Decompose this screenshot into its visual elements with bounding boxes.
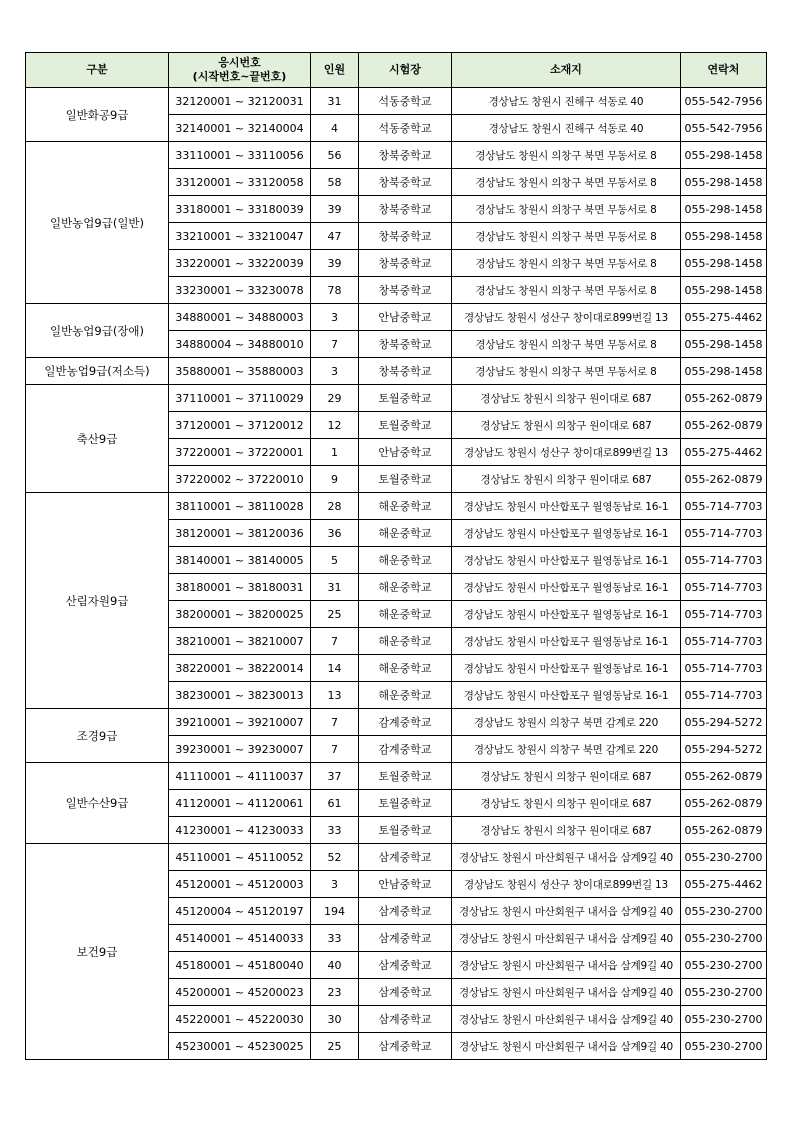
applicant-count-cell: 61 — [311, 790, 359, 817]
table-header — [26, 53, 767, 88]
address-cell: 경상남도 창원시 마산회원구 내서읍 삼계9길 40 — [452, 898, 681, 925]
phone-cell: 055-542-7956 — [681, 88, 767, 115]
phone-cell: 055-262-0879 — [681, 466, 767, 493]
venue-cell: 안남중학교 — [359, 871, 452, 898]
exam-number-range-cell: 45120004 ~ 45120197 — [169, 898, 311, 925]
exam-number-range-cell: 45230001 ~ 45230025 — [169, 1033, 311, 1060]
venue-cell: 삼계중학교 — [359, 844, 452, 871]
phone-cell: 055-298-1458 — [681, 331, 767, 358]
venue-cell: 창북중학교 — [359, 277, 452, 304]
venue-cell: 안남중학교 — [359, 439, 452, 466]
applicant-count-cell: 39 — [311, 196, 359, 223]
phone-cell: 055-714-7703 — [681, 655, 767, 682]
phone-cell: 055-262-0879 — [681, 817, 767, 844]
table-row — [26, 493, 767, 520]
category-cell: 조경9급 — [26, 709, 169, 763]
exam-number-range-cell: 45180001 ~ 45180040 — [169, 952, 311, 979]
phone-cell: 055-298-1458 — [681, 196, 767, 223]
address-cell: 경상남도 창원시 성산구 창이대로899번길 13 — [452, 439, 681, 466]
exam-number-range-cell: 38180001 ~ 38180031 — [169, 574, 311, 601]
venue-cell: 삼계중학교 — [359, 952, 452, 979]
phone-cell: 055-230-2700 — [681, 1033, 767, 1060]
venue-cell: 토월중학교 — [359, 466, 452, 493]
applicant-count-cell: 7 — [311, 331, 359, 358]
exam-number-range-cell: 38120001 ~ 38120036 — [169, 520, 311, 547]
phone-cell: 055-298-1458 — [681, 142, 767, 169]
exam-number-range-cell: 39210001 ~ 39210007 — [169, 709, 311, 736]
venue-cell: 창북중학교 — [359, 331, 452, 358]
phone-cell: 055-714-7703 — [681, 520, 767, 547]
applicant-count-cell: 56 — [311, 142, 359, 169]
venue-cell: 토월중학교 — [359, 817, 452, 844]
applicant-count-cell: 7 — [311, 736, 359, 763]
venue-cell: 해운중학교 — [359, 655, 452, 682]
applicant-count-cell: 33 — [311, 817, 359, 844]
exam-number-range-cell: 38200001 ~ 38200025 — [169, 601, 311, 628]
address-cell: 경상남도 창원시 마산회원구 내서읍 삼계9길 40 — [452, 979, 681, 1006]
exam-number-range-cell: 37110001 ~ 37110029 — [169, 385, 311, 412]
address-cell: 경상남도 창원시 마산합포구 월영동남로 16-1 — [452, 574, 681, 601]
venue-cell: 창북중학교 — [359, 358, 452, 385]
phone-cell: 055-714-7703 — [681, 574, 767, 601]
applicant-count-cell: 1 — [311, 439, 359, 466]
phone-cell: 055-275-4462 — [681, 439, 767, 466]
category-cell: 축산9급 — [26, 385, 169, 493]
applicant-count-cell: 23 — [311, 979, 359, 1006]
phone-cell: 055-298-1458 — [681, 358, 767, 385]
address-cell: 경상남도 창원시 의창구 북면 무동서로 8 — [452, 250, 681, 277]
address-cell: 경상남도 창원시 의창구 원이대로 687 — [452, 466, 681, 493]
venue-cell: 토월중학교 — [359, 412, 452, 439]
phone-cell: 055-298-1458 — [681, 277, 767, 304]
category-cell: 일반농업9급(장애) — [26, 304, 169, 358]
address-cell: 경상남도 창원시 마산합포구 월영동남로 16-1 — [452, 628, 681, 655]
phone-cell: 055-230-2700 — [681, 952, 767, 979]
address-cell: 경상남도 창원시 의창구 북면 무동서로 8 — [452, 223, 681, 250]
venue-cell: 석동중학교 — [359, 115, 452, 142]
phone-cell: 055-230-2700 — [681, 979, 767, 1006]
header-count: 인원 — [311, 53, 359, 88]
address-cell: 경상남도 창원시 의창구 북면 무동서로 8 — [452, 358, 681, 385]
applicant-count-cell: 29 — [311, 385, 359, 412]
category-cell: 일반화공9급 — [26, 88, 169, 142]
applicant-count-cell: 14 — [311, 655, 359, 682]
venue-cell: 토월중학교 — [359, 385, 452, 412]
exam-number-range-cell: 39230001 ~ 39230007 — [169, 736, 311, 763]
exam-number-range-cell: 45220001 ~ 45220030 — [169, 1006, 311, 1033]
address-cell: 경상남도 창원시 의창구 원이대로 687 — [452, 817, 681, 844]
phone-cell: 055-230-2700 — [681, 898, 767, 925]
address-cell: 경상남도 창원시 의창구 북면 무동서로 8 — [452, 169, 681, 196]
applicant-count-cell: 3 — [311, 304, 359, 331]
phone-cell: 055-294-5272 — [681, 709, 767, 736]
exam-number-range-cell: 37120001 ~ 37120012 — [169, 412, 311, 439]
exam-number-range-cell: 33110001 ~ 33110056 — [169, 142, 311, 169]
applicant-count-cell: 3 — [311, 871, 359, 898]
phone-cell: 055-230-2700 — [681, 844, 767, 871]
category-cell: 일반수산9급 — [26, 763, 169, 844]
category-cell: 산림자원9급 — [26, 493, 169, 709]
header-row — [26, 53, 767, 88]
exam-number-range-cell: 45120001 ~ 45120003 — [169, 871, 311, 898]
exam-number-range-cell: 45200001 ~ 45200023 — [169, 979, 311, 1006]
applicant-count-cell: 31 — [311, 574, 359, 601]
applicant-count-cell: 12 — [311, 412, 359, 439]
venue-cell: 삼계중학교 — [359, 925, 452, 952]
applicant-count-cell: 78 — [311, 277, 359, 304]
table-row — [26, 88, 767, 115]
venue-cell: 해운중학교 — [359, 574, 452, 601]
applicant-count-cell: 25 — [311, 1033, 359, 1060]
address-cell: 경상남도 창원시 마산합포구 월영동남로 16-1 — [452, 601, 681, 628]
exam-number-range-cell: 34880001 ~ 34880003 — [169, 304, 311, 331]
exam-venue-table — [25, 52, 767, 1060]
address-cell: 경상남도 창원시 의창구 북면 무동서로 8 — [452, 277, 681, 304]
exam-number-range-cell: 38230001 ~ 38230013 — [169, 682, 311, 709]
applicant-count-cell: 9 — [311, 466, 359, 493]
address-cell: 경상남도 창원시 마산합포구 월영동남로 16-1 — [452, 655, 681, 682]
exam-number-range-cell: 33180001 ~ 33180039 — [169, 196, 311, 223]
exam-number-range-cell: 33220001 ~ 33220039 — [169, 250, 311, 277]
address-cell: 경상남도 창원시 마산회원구 내서읍 삼계9길 40 — [452, 1033, 681, 1060]
exam-number-range-cell: 33210001 ~ 33210047 — [169, 223, 311, 250]
address-cell: 경상남도 창원시 의창구 원이대로 687 — [452, 790, 681, 817]
applicant-count-cell: 7 — [311, 628, 359, 655]
applicant-count-cell: 194 — [311, 898, 359, 925]
address-cell: 경상남도 창원시 의창구 원이대로 687 — [452, 763, 681, 790]
applicant-count-cell: 13 — [311, 682, 359, 709]
applicant-count-cell: 4 — [311, 115, 359, 142]
venue-cell: 창북중학교 — [359, 142, 452, 169]
address-cell: 경상남도 창원시 진해구 석동로 40 — [452, 115, 681, 142]
venue-cell: 안남중학교 — [359, 304, 452, 331]
table-row — [26, 763, 767, 790]
phone-cell: 055-542-7956 — [681, 115, 767, 142]
exam-number-range-cell: 38110001 ~ 38110028 — [169, 493, 311, 520]
venue-cell: 해운중학교 — [359, 547, 452, 574]
exam-number-range-cell: 32140001 ~ 32140004 — [169, 115, 311, 142]
venue-cell: 해운중학교 — [359, 682, 452, 709]
exam-number-range-cell: 41120001 ~ 41120061 — [169, 790, 311, 817]
address-cell: 경상남도 창원시 마산합포구 월영동남로 16-1 — [452, 520, 681, 547]
phone-cell: 055-714-7703 — [681, 493, 767, 520]
address-cell: 경상남도 창원시 마산회원구 내서읍 삼계9길 40 — [452, 1006, 681, 1033]
phone-cell: 055-714-7703 — [681, 547, 767, 574]
address-cell: 경상남도 창원시 진해구 석동로 40 — [452, 88, 681, 115]
address-cell: 경상남도 창원시 마산회원구 내서읍 삼계9길 40 — [452, 925, 681, 952]
exam-number-range-cell: 37220002 ~ 37220010 — [169, 466, 311, 493]
applicant-count-cell: 39 — [311, 250, 359, 277]
address-cell: 경상남도 창원시 마산회원구 내서읍 삼계9길 40 — [452, 952, 681, 979]
venue-cell: 삼계중학교 — [359, 1033, 452, 1060]
applicant-count-cell: 36 — [311, 520, 359, 547]
category-cell: 일반농업9급(저소득) — [26, 358, 169, 385]
exam-number-range-cell: 41110001 ~ 41110037 — [169, 763, 311, 790]
exam-number-range-cell: 38220001 ~ 38220014 — [169, 655, 311, 682]
applicant-count-cell: 3 — [311, 358, 359, 385]
phone-cell: 055-714-7703 — [681, 601, 767, 628]
exam-number-range-cell: 38140001 ~ 38140005 — [169, 547, 311, 574]
applicant-count-cell: 52 — [311, 844, 359, 871]
applicant-count-cell: 25 — [311, 601, 359, 628]
address-cell: 경상남도 창원시 마산회원구 내서읍 삼계9길 40 — [452, 844, 681, 871]
table-body — [26, 88, 767, 1060]
phone-cell: 055-230-2700 — [681, 1006, 767, 1033]
category-cell: 보건9급 — [26, 844, 169, 1060]
address-cell: 경상남도 창원시 마산합포구 월영동남로 16-1 — [452, 493, 681, 520]
venue-cell: 감계중학교 — [359, 709, 452, 736]
address-cell: 경상남도 창원시 성산구 창이대로899번길 13 — [452, 304, 681, 331]
exam-number-range-cell: 35880001 ~ 35880003 — [169, 358, 311, 385]
address-cell: 경상남도 창원시 의창구 북면 감계로 220 — [452, 736, 681, 763]
header-venue: 시험장 — [359, 53, 452, 88]
applicant-count-cell: 37 — [311, 763, 359, 790]
address-cell: 경상남도 창원시 마산합포구 월영동남로 16-1 — [452, 547, 681, 574]
applicant-count-cell: 33 — [311, 925, 359, 952]
exam-number-range-cell: 32120001 ~ 32120031 — [169, 88, 311, 115]
table-row — [26, 385, 767, 412]
phone-cell: 055-714-7703 — [681, 682, 767, 709]
header-exam-number — [169, 53, 311, 88]
phone-cell: 055-294-5272 — [681, 736, 767, 763]
category-cell: 일반농업9급(일반) — [26, 142, 169, 304]
header-address: 소재지 — [452, 53, 681, 88]
exam-number-range-cell: 33120001 ~ 33120058 — [169, 169, 311, 196]
phone-cell: 055-298-1458 — [681, 223, 767, 250]
venue-cell: 해운중학교 — [359, 493, 452, 520]
venue-cell: 석동중학교 — [359, 88, 452, 115]
phone-cell: 055-262-0879 — [681, 790, 767, 817]
venue-cell: 감계중학교 — [359, 736, 452, 763]
venue-cell: 해운중학교 — [359, 520, 452, 547]
phone-cell: 055-262-0879 — [681, 385, 767, 412]
venue-cell: 삼계중학교 — [359, 979, 452, 1006]
applicant-count-cell: 31 — [311, 88, 359, 115]
applicant-count-cell: 58 — [311, 169, 359, 196]
table-row — [26, 709, 767, 736]
phone-cell: 055-275-4462 — [681, 304, 767, 331]
exam-number-range-cell: 37220001 ~ 37220001 — [169, 439, 311, 466]
venue-cell: 창북중학교 — [359, 196, 452, 223]
phone-cell: 055-275-4462 — [681, 871, 767, 898]
address-cell: 경상남도 창원시 의창구 북면 감계로 220 — [452, 709, 681, 736]
header-exam-number-line2: (시작번호~끝번호) — [192, 70, 287, 83]
venue-cell: 창북중학교 — [359, 223, 452, 250]
venue-cell: 삼계중학교 — [359, 1006, 452, 1033]
exam-number-range-cell: 45110001 ~ 45110052 — [169, 844, 311, 871]
phone-cell: 055-298-1458 — [681, 250, 767, 277]
venue-cell: 해운중학교 — [359, 628, 452, 655]
table-row — [26, 358, 767, 385]
address-cell: 경상남도 창원시 의창구 원이대로 687 — [452, 412, 681, 439]
phone-cell: 055-298-1458 — [681, 169, 767, 196]
applicant-count-cell: 5 — [311, 547, 359, 574]
table-row — [26, 304, 767, 331]
exam-number-range-cell: 41230001 ~ 41230033 — [169, 817, 311, 844]
exam-number-range-cell: 45140001 ~ 45140033 — [169, 925, 311, 952]
venue-cell: 해운중학교 — [359, 601, 452, 628]
exam-number-range-cell: 38210001 ~ 38210007 — [169, 628, 311, 655]
header-contact: 연락처 — [681, 53, 767, 88]
applicant-count-cell: 40 — [311, 952, 359, 979]
applicant-count-cell: 47 — [311, 223, 359, 250]
venue-cell: 삼계중학교 — [359, 898, 452, 925]
table-row — [26, 142, 767, 169]
table-row — [26, 844, 767, 871]
venue-cell: 창북중학교 — [359, 169, 452, 196]
applicant-count-cell: 30 — [311, 1006, 359, 1033]
phone-cell: 055-262-0879 — [681, 763, 767, 790]
venue-cell: 창북중학교 — [359, 250, 452, 277]
venue-cell: 토월중학교 — [359, 763, 452, 790]
address-cell: 경상남도 창원시 의창구 원이대로 687 — [452, 385, 681, 412]
phone-cell: 055-262-0879 — [681, 412, 767, 439]
header-category: 구분 — [26, 53, 169, 88]
address-cell: 경상남도 창원시 의창구 북면 무동서로 8 — [452, 331, 681, 358]
address-cell: 경상남도 창원시 마산합포구 월영동남로 16-1 — [452, 682, 681, 709]
header-exam-number-line1: 응시번호 — [218, 56, 261, 69]
address-cell: 경상남도 창원시 의창구 북면 무동서로 8 — [452, 196, 681, 223]
venue-cell: 토월중학교 — [359, 790, 452, 817]
address-cell: 경상남도 창원시 의창구 북면 무동서로 8 — [452, 142, 681, 169]
phone-cell: 055-230-2700 — [681, 925, 767, 952]
phone-cell: 055-714-7703 — [681, 628, 767, 655]
exam-number-range-cell: 33230001 ~ 33230078 — [169, 277, 311, 304]
applicant-count-cell: 7 — [311, 709, 359, 736]
address-cell: 경상남도 창원시 성산구 창이대로899번길 13 — [452, 871, 681, 898]
exam-number-range-cell: 34880004 ~ 34880010 — [169, 331, 311, 358]
applicant-count-cell: 28 — [311, 493, 359, 520]
